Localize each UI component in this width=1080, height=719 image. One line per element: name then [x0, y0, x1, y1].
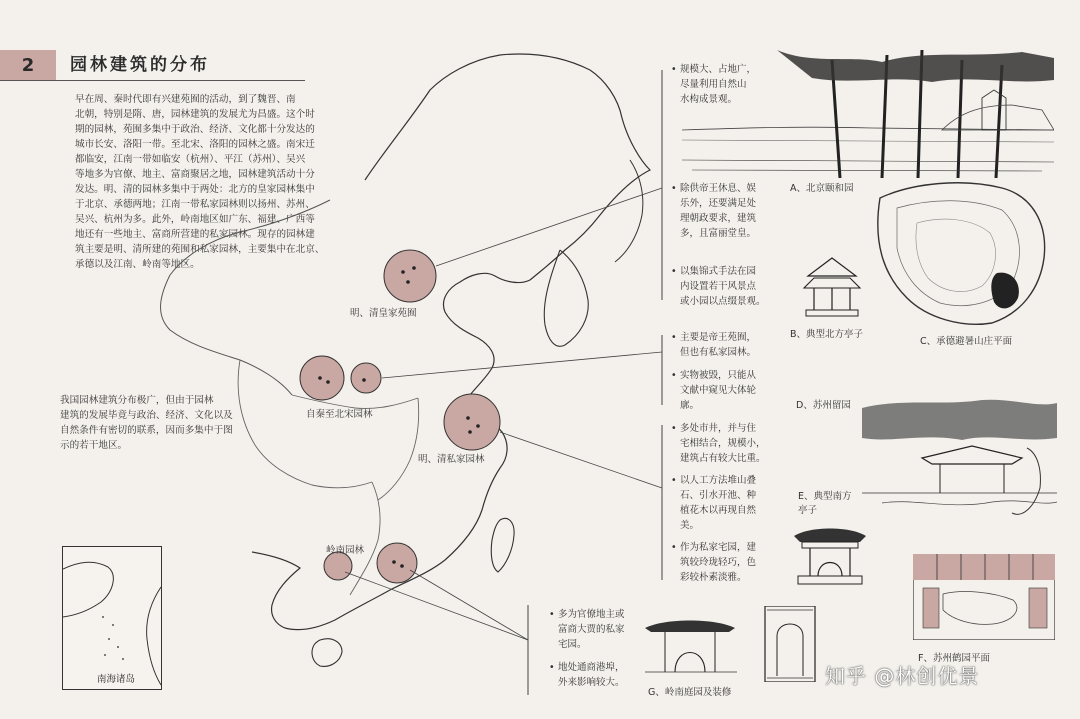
inset-label: 南海诸岛 [97, 674, 136, 685]
note-private-1: • 多处市井，并与住 宅相结合，规模小， 建筑占有较大比重。 [680, 421, 780, 466]
sketch-northern-pavilion [800, 256, 864, 320]
sketch-summer-palace [682, 50, 1054, 178]
label-ming-qing-private: 明、清私家园林 [418, 454, 485, 465]
sketch-liuyuan [862, 398, 1057, 528]
sketch-chengde-plan [872, 178, 1052, 328]
region-circle-royal [384, 250, 436, 302]
note-lingnan-2: • 地处通商港埠， 外来影响较大。 [558, 660, 658, 690]
south-china-sea-inset [62, 546, 162, 690]
note-royal-1: • 规模大、占地广， 尽量利用自然山 水构成景观。 [680, 62, 780, 107]
region-circle-qin-song [300, 356, 381, 400]
label-ming-qing-royal: 明、清皇家苑囿 [350, 308, 417, 319]
sketch-southern-pavilion [790, 518, 870, 588]
label-qin-song: 自秦至北宋园林 [306, 409, 373, 420]
caption-b: B、典型北方亭子 [790, 329, 864, 340]
caption-a: A、北京颐和园 [790, 183, 854, 194]
section-number: 2 [0, 50, 56, 80]
caption-g: G、岭南庭园及装修 [648, 687, 732, 698]
note-private-3: • 作为私家宅园，建 筑较玲珑轻巧，色 彩较朴素淡雅。 [680, 540, 780, 585]
caption-f: F、苏州鹤园平面 [918, 653, 990, 664]
note-qin-song-1: • 主要是帝王苑囿， 但也有私家园林。 [680, 330, 780, 360]
sketch-lingnan-courtyard [645, 606, 820, 682]
summary-paragraph: 我国园林建筑分布极广，但由于园林 建筑的发展毕竟与政治、经济、文化以及 自然条件有密切的联系，因而多集中于图 示的若干地区。 [60, 395, 233, 451]
intro-paragraph: 早在周、秦时代即有兴建苑囿的活动，到了魏晋、南 北朝，特别是隋、唐，园林建筑的发展尤为昌盛。这个时 期的园林，苑囿多集中于政治、经济、文化都十分发达的 城市长安、洛阳一带。至北宋、洛阳的园林之盛。南宋迁 都临安，江南一带如临安（杭州）、平江（苏州）、吴兴 等地多为官僚、地主、富商聚居之地，园林建筑活动十分 发达。明、清的园林多集中于两处：北方的皇家园林集中 于北京、承德两地；江南一带私家园林则以扬州、苏州、 吴兴、杭州为多。此外，岭南地区如广东、福建、广西等 地还有一些地主、富商所营建的私家园林。现存的园林建 筑主要是明、清所建的苑囿和私家园林，主要集中在北京、 承德以及江南、岭南等地区。 [75, 94, 325, 270]
label-lingnan: 岭南园林 [326, 545, 365, 556]
caption-c: C、承德避暑山庄平面 [920, 336, 1013, 347]
watermark: 知乎 @林创优景 [825, 664, 980, 688]
note-private-2: • 以人工方法堆山叠 石、引水开池、种 植花木以再现自然 美。 [680, 473, 780, 533]
caption-d: D、苏州留园 [796, 400, 851, 411]
page-title: 园林建筑的分布 [70, 55, 210, 75]
sketch-heyuan-plan [913, 554, 1055, 640]
caption-e: E、典型南方 亭子 [798, 491, 852, 516]
note-lingnan-1: • 多为官僚地主或 富商大贾的私家 宅园。 [558, 607, 658, 652]
note-qin-song-2: • 实物被毁，只能从 文献中窥见大体轮 廓。 [680, 368, 780, 413]
map-outline [252, 54, 650, 630]
note-royal-3: • 以集锦式手法在园 内设置若干风景点 或小园以点缀景观。 [680, 264, 780, 309]
note-royal-2: • 除供帝王休息、娱 乐外，还要满足处 理朝政要求，建筑 多，且富丽堂皇。 [680, 181, 780, 241]
region-circle-private [444, 394, 500, 450]
